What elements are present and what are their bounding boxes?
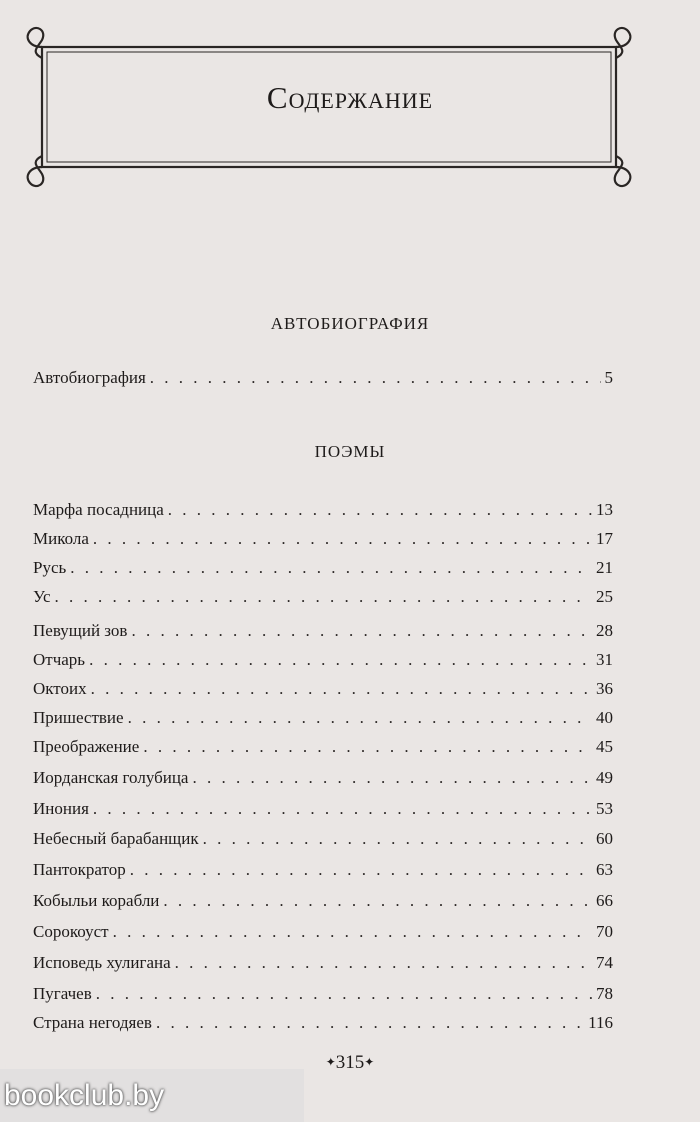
dot-leader	[131, 621, 592, 641]
dot-leader	[143, 737, 592, 757]
toc-entry-title: Ус	[33, 587, 51, 606]
toc-entry-page: 28	[596, 621, 613, 640]
toc-entry-title: Исповедь хулигана	[33, 953, 171, 972]
toc-entry[interactable]	[33, 922, 613, 948]
dot-leader	[113, 922, 592, 942]
toc-entry-title: Страна негодяев	[33, 1013, 152, 1032]
watermark: bookclub.by	[0, 1069, 304, 1122]
toc-entry-title: Русь	[33, 558, 67, 577]
dot-leader	[70, 558, 592, 578]
dot-leader	[175, 953, 592, 973]
ornament-right-icon: ✦	[364, 1055, 375, 1069]
toc-entry-title: Автобиография	[33, 368, 146, 387]
toc-entry[interactable]	[33, 500, 613, 526]
dot-leader	[128, 708, 592, 728]
toc-entry-page: 53	[596, 799, 613, 818]
toc-entry-page: 21	[596, 558, 613, 577]
toc-entry[interactable]	[33, 650, 613, 676]
toc-entry-title: Пришествие	[33, 708, 124, 727]
toc-entry-page: 60	[596, 829, 613, 848]
toc-entry-title: Сорокоуст	[33, 922, 109, 941]
toc-entry-title: Певущий зов	[33, 621, 128, 640]
toc-entry-page: 45	[596, 737, 613, 756]
toc-entry-page: 66	[596, 891, 613, 910]
dot-leader	[89, 650, 592, 670]
toc-entry-page: 36	[596, 679, 613, 698]
dot-leader	[93, 799, 592, 819]
page-number-value: 315	[335, 1052, 365, 1073]
toc-entry-page: 63	[596, 860, 613, 879]
dot-leader	[130, 860, 592, 880]
toc-entry[interactable]	[33, 558, 613, 584]
toc-entry-page: 31	[596, 650, 613, 669]
toc-entry-title: Марфа посадница	[33, 500, 164, 519]
toc-entry-page: 74	[596, 953, 613, 972]
toc-entry-page: 25	[596, 587, 613, 606]
dot-leader	[93, 529, 592, 549]
dot-leader	[96, 984, 592, 1004]
toc-entry[interactable]	[33, 799, 613, 825]
dot-leader	[55, 587, 592, 607]
toc-entry[interactable]	[33, 1013, 613, 1039]
toc-entry-title: Октоих	[33, 679, 87, 698]
dot-leader	[163, 891, 592, 911]
toc-entry-title: Пантократор	[33, 860, 126, 879]
toc-entry-title: Преображение	[33, 737, 140, 756]
dot-leader	[168, 500, 592, 520]
toc-entry[interactable]	[33, 708, 613, 734]
toc-entry-page: 5	[604, 368, 613, 387]
section-heading-autobiography: АВТОБИОГРАФИЯ	[270, 314, 430, 333]
dot-leader	[150, 368, 601, 388]
toc-entry-title: Отчарь	[33, 650, 86, 669]
toc-entry[interactable]	[33, 621, 613, 647]
toc-entry-title: Небесный барабанщик	[33, 829, 199, 848]
toc-entry-title: Микола	[33, 529, 89, 548]
toc-entry[interactable]	[33, 529, 613, 555]
toc-entry[interactable]	[33, 891, 613, 917]
dot-leader	[203, 829, 592, 849]
toc-entry-page: 70	[596, 922, 613, 941]
dot-leader	[91, 679, 592, 699]
toc-entry-page: 116	[588, 1013, 613, 1032]
toc-entry[interactable]	[33, 587, 613, 613]
toc-entry-page: 49	[596, 768, 613, 787]
toc-entry[interactable]	[33, 768, 613, 794]
toc-entry-page: 17	[596, 529, 613, 548]
toc-entry[interactable]	[33, 679, 613, 705]
dot-leader	[156, 1013, 584, 1033]
toc-entry[interactable]	[33, 829, 613, 855]
toc-entry[interactable]	[33, 737, 613, 763]
toc-entry-page: 78	[596, 984, 613, 1003]
dot-leader	[192, 768, 592, 788]
toc-entry-page: 40	[596, 708, 613, 727]
toc-entry[interactable]	[33, 984, 613, 1010]
toc-entry[interactable]	[33, 860, 613, 886]
section-heading-poems: ПОЭМЫ	[314, 442, 386, 461]
toc-entry-title: Иорданская голубица	[33, 768, 189, 787]
toc-entry[interactable]	[33, 368, 613, 394]
toc-entry[interactable]	[33, 953, 613, 979]
ornament-left-icon: ✦	[325, 1055, 336, 1069]
toc-entry-title: Кобыльи корабли	[33, 891, 160, 910]
page-title: Содержание	[266, 80, 434, 115]
toc-entry-title: Инония	[33, 799, 89, 818]
toc-entry-page: 13	[596, 500, 613, 519]
toc-entry-title: Пугачев	[33, 984, 92, 1003]
